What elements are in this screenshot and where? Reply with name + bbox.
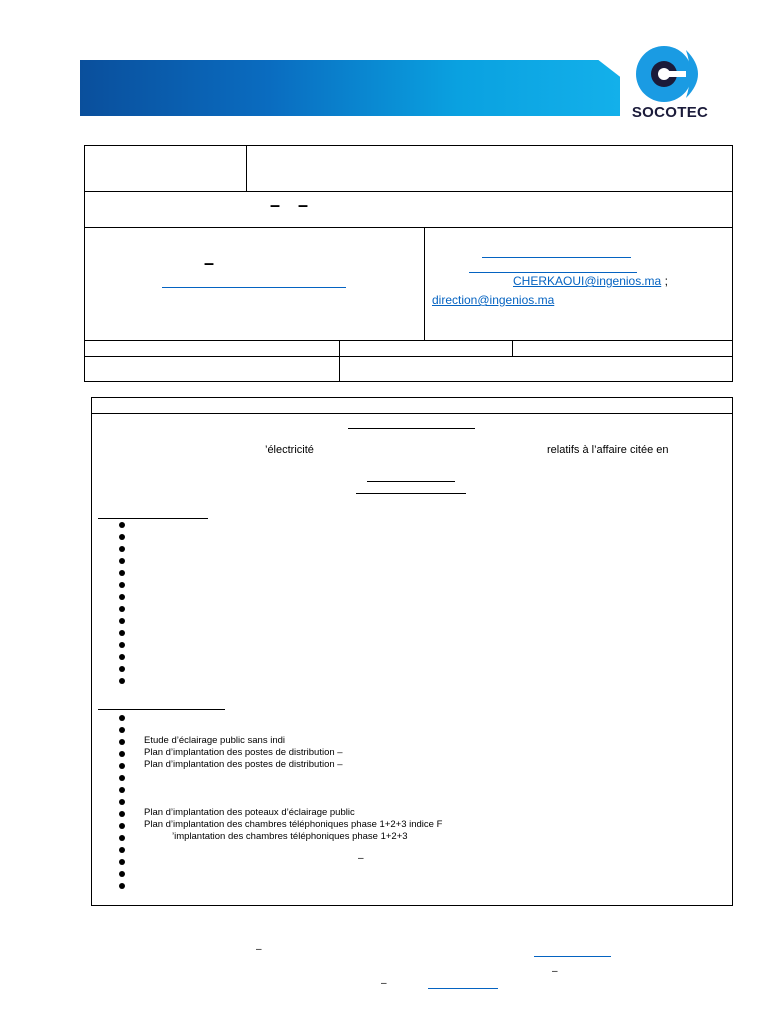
- list-item: Plan d’implantation des postes de distribution –: [144, 747, 343, 758]
- list-bullet: [119, 871, 125, 877]
- list-bullet: [119, 558, 125, 564]
- list-bullet: [119, 570, 125, 576]
- list-bullet: [119, 666, 125, 672]
- dash-mark: –: [204, 253, 215, 273]
- body-text-right: relatifs à l’affaire citée en: [547, 444, 669, 456]
- info-table-divider: [246, 145, 247, 191]
- body-text-left: ’électricité: [265, 444, 314, 456]
- info-table-divider: [424, 227, 425, 340]
- list-bullet: [119, 618, 125, 624]
- list-bullet: [119, 582, 125, 588]
- dash-mark: –: [358, 853, 364, 864]
- list-bullet: [119, 546, 125, 552]
- list-bullet: [119, 630, 125, 636]
- list-bullet: [119, 883, 125, 889]
- footer-link-underline[interactable]: [428, 988, 498, 989]
- dash-mark: –: [270, 195, 281, 215]
- list-bullet: [119, 594, 125, 600]
- dash-mark: –: [552, 966, 558, 977]
- list-item: Plan d’implantation des chambres téléphoniques phase 1+2+3 indice F: [144, 819, 443, 830]
- dash-mark: –: [381, 978, 387, 989]
- email-link-cherkaoui[interactable]: CHERKAOUI@ingenios.ma: [513, 274, 662, 288]
- list-item: Plan d’implantation des poteaux d’éclairage public: [144, 807, 355, 818]
- info-table-divider: [84, 227, 733, 228]
- heading-underline: [356, 493, 466, 494]
- list-bullet: [119, 811, 125, 817]
- heading-underline: [367, 481, 455, 482]
- list-item: Plan d’implantation des postes de distribution –: [144, 759, 343, 770]
- section-heading-underline: [98, 709, 225, 710]
- list-bullet: [119, 787, 125, 793]
- list-bullet: [119, 751, 125, 757]
- list-bullet: [119, 534, 125, 540]
- contact-email-row: [432, 291, 554, 309]
- list-bullet: [119, 715, 125, 721]
- dash-mark: –: [256, 944, 262, 955]
- list-bullet: [119, 678, 125, 684]
- info-table: [84, 145, 733, 382]
- link-underline[interactable]: [469, 272, 637, 273]
- socotec-logo: [624, 44, 716, 124]
- content-header-divider: [91, 413, 733, 414]
- link-underline[interactable]: [162, 287, 346, 288]
- list-bullet: [119, 823, 125, 829]
- list-bullet: [119, 763, 125, 769]
- list-bullet: [119, 727, 125, 733]
- socotec-logo-icon: [624, 44, 716, 104]
- list-bullet: [119, 835, 125, 841]
- list-bullet: [119, 739, 125, 745]
- list-bullet: [119, 847, 125, 853]
- list-bullet: [119, 775, 125, 781]
- list-item: Etude d’éclairage public sans indi: [144, 735, 286, 746]
- header-banner: [80, 60, 620, 116]
- email-separator: ;: [664, 274, 668, 288]
- contact-email-row: [513, 274, 668, 288]
- email-link-direction[interactable]: direction@ingenios.ma: [432, 293, 555, 307]
- info-table-divider: [84, 191, 733, 192]
- dash-mark: –: [298, 195, 309, 215]
- list-bullet: [119, 859, 125, 865]
- list-item: ’implantation des chambres téléphoniques phase 1+2+3: [172, 831, 408, 842]
- list-bullet: [119, 799, 125, 805]
- info-table-divider: [84, 356, 733, 357]
- list-bullet: [119, 642, 125, 648]
- info-table-divider: [84, 340, 733, 341]
- brand-name: SOCOTEC: [631, 104, 709, 121]
- heading-underline: [348, 428, 475, 429]
- section-heading-underline: [98, 518, 208, 519]
- info-table-divider: [512, 340, 513, 356]
- list-bullet: [119, 606, 125, 612]
- list-bullet: [119, 654, 125, 660]
- info-table-divider: [339, 340, 340, 382]
- link-underline[interactable]: [482, 257, 631, 258]
- list-bullet: [119, 522, 125, 528]
- footer-link-underline[interactable]: [534, 956, 611, 957]
